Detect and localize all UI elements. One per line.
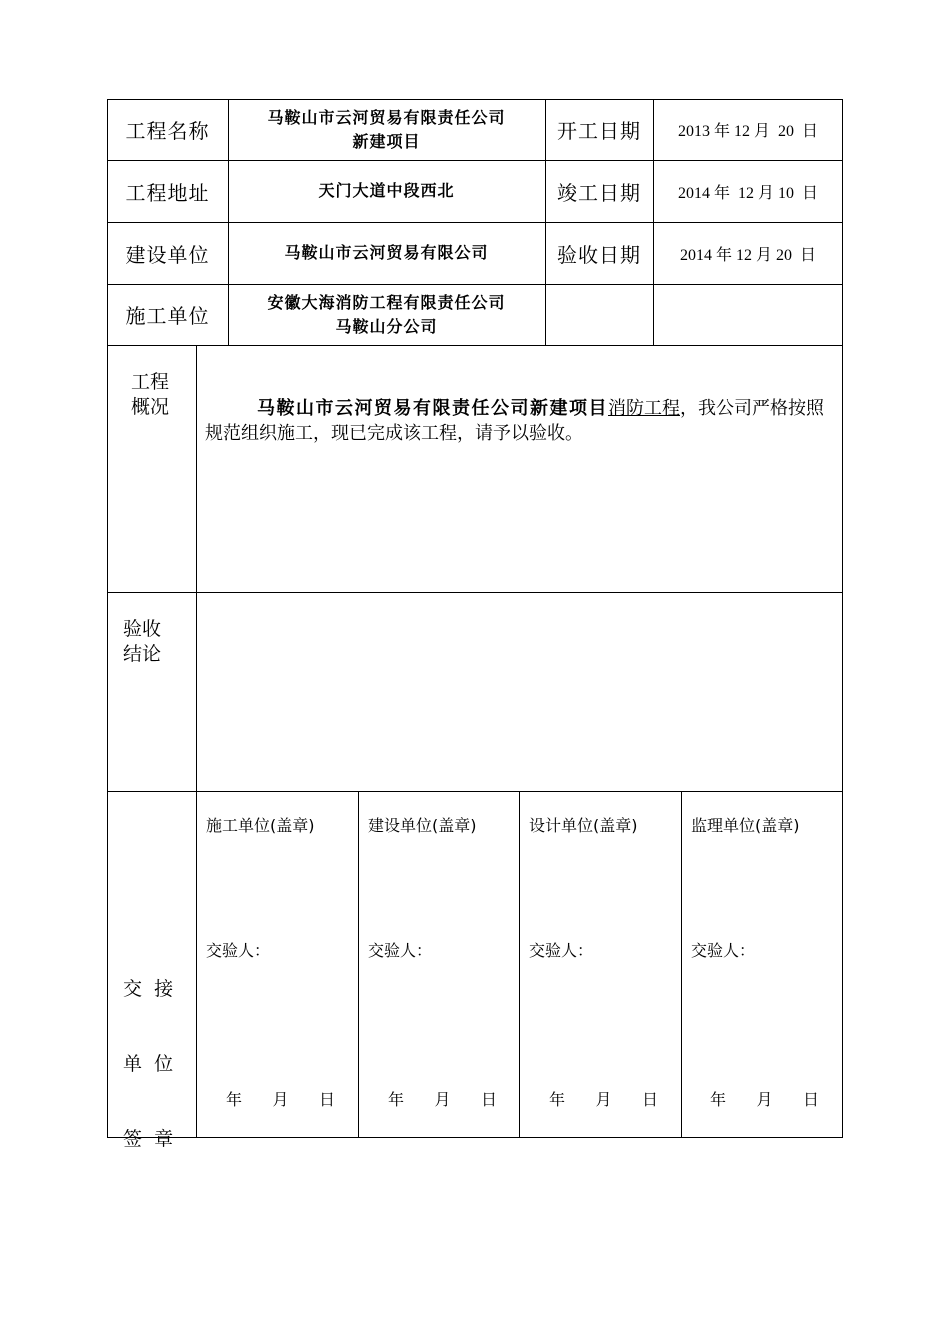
- contractor-value: [228, 284, 545, 345]
- design-seal-heading: 设计单位(盖章): [529, 816, 638, 835]
- supervision-seal-heading: 监理单位(盖章): [691, 816, 800, 835]
- overview-label: [131, 370, 169, 420]
- supervision-sign-date: 年 月 日: [710, 1090, 820, 1109]
- owner-unit-label: 建设单位: [125, 242, 210, 267]
- start-date-label: 开工日期: [557, 119, 641, 143]
- contractor-line2: 马鞍山分公司: [335, 316, 438, 336]
- contractor-label: 施工单位: [125, 304, 210, 328]
- design-inspector: 交验人：: [529, 941, 594, 960]
- overview-project: 马鞍山市云河贸易有限责任公司新建项目: [257, 398, 608, 419]
- conclusion-field[interactable]: [196, 592, 843, 791]
- signoff-label-line1: 交 接: [123, 978, 174, 1000]
- col-divider: [358, 791, 359, 1138]
- empty-cell: [653, 284, 843, 345]
- overview-rest: ，我公司严格按照规范组织施工，现已完成该工程，请予以验收。: [205, 398, 824, 444]
- acceptance-date-label: 验收日期: [557, 242, 641, 267]
- overview-underlined: 消防工程: [608, 398, 680, 419]
- contractor-line1: 安徽大海消防工程有限责任公司: [267, 292, 506, 312]
- conclusion-label-line1: 验收: [123, 618, 162, 640]
- overview-text: [205, 396, 837, 446]
- project-address-value: 天门大道中段西北: [318, 181, 455, 200]
- col-divider: [519, 791, 520, 1138]
- project-address-label: 工程地址: [125, 180, 210, 205]
- completion-date-label: 竣工日期: [557, 180, 641, 205]
- contractor-seal-heading: 施工单位(盖章): [206, 816, 315, 835]
- start-date-value: 2013 年 12 月 20 日: [677, 123, 818, 140]
- project-name-line2: 新建项目: [352, 131, 421, 151]
- conclusion-label: [123, 617, 161, 667]
- completion-date-value: 2014 年 12 月 10 日: [677, 184, 818, 202]
- signoff-label-line2: 单 位: [123, 1053, 174, 1075]
- project-name-label: 工程名称: [125, 119, 210, 143]
- acceptance-date-value: 2014 年 12 月 20 日: [679, 246, 816, 264]
- conclusion-label-line2: 结论: [123, 643, 162, 665]
- contractor-inspector: 交验人：: [206, 941, 271, 960]
- owner-unit-value: 马鞍山市云河贸易有限公司: [284, 243, 489, 262]
- row-divider: [107, 791, 843, 792]
- overview-label-line2: 概况: [131, 396, 170, 418]
- overview-label-line1: 工程: [131, 371, 170, 393]
- signoff-label: [123, 927, 173, 1202]
- project-name-value: [228, 99, 545, 160]
- supervision-inspector: 交验人：: [691, 941, 756, 960]
- row-divider: [107, 345, 843, 346]
- owner-inspector: 交验人：: [368, 941, 433, 960]
- contractor-sign-date: 年 月 日: [226, 1090, 336, 1109]
- col-divider: [681, 791, 682, 1138]
- signoff-label-line3: 签 章: [123, 1128, 174, 1150]
- owner-seal-heading: 建设单位(盖章): [368, 816, 477, 835]
- project-name-line1: 马鞍山市云河贸易有限责任公司: [267, 107, 506, 127]
- owner-sign-date: 年 月 日: [388, 1090, 498, 1109]
- empty-cell: [545, 284, 653, 345]
- design-sign-date: 年 月 日: [549, 1090, 659, 1109]
